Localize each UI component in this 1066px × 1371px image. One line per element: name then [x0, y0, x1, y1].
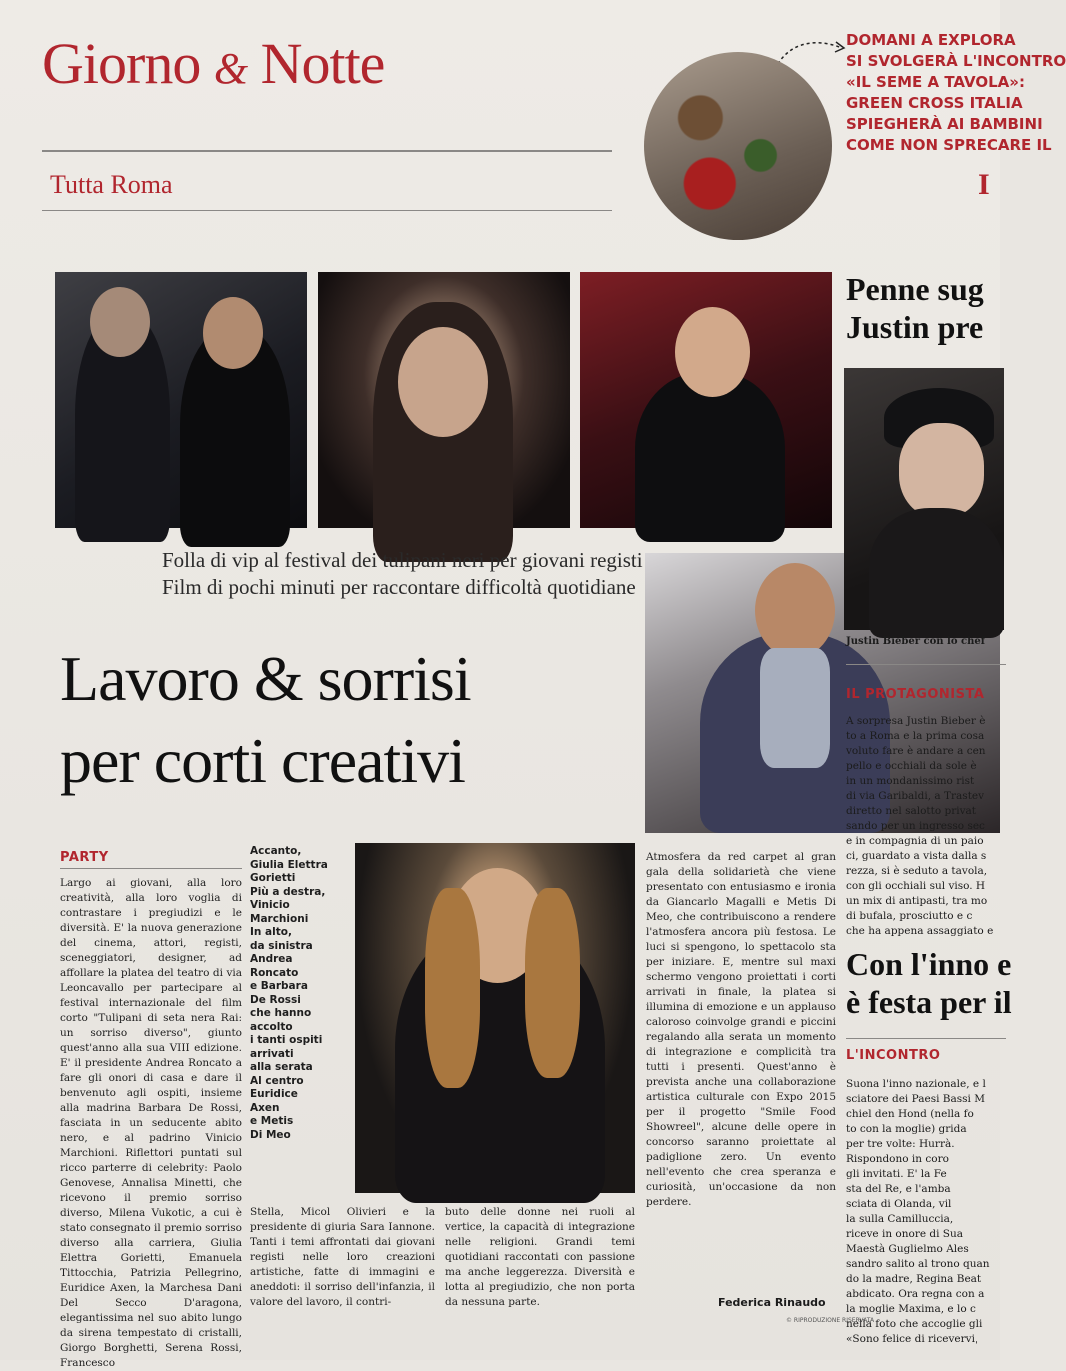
side-rule-2 [846, 1038, 1006, 1039]
side-text-line: sciatore dei Paesi Bassi M [846, 1093, 985, 1105]
side-text-line: to a Roma e la prima cosa [846, 730, 985, 742]
subhead-line: Film di pochi minuti per raccontare difficoltà quotidiane [162, 575, 636, 599]
side-text-line: di via Garibaldi, a Trastev [846, 790, 985, 802]
masthead-amp: & [213, 44, 248, 93]
caption-line: Al centro [250, 1074, 304, 1087]
headline-line: Lavoro & sorrisi [60, 643, 471, 714]
caption-line: da sinistra [250, 939, 313, 952]
caption-line: arrivati [250, 1047, 294, 1060]
caption-line: Gorietti [250, 872, 296, 884]
teaser-line: COME NON SPRECARE IL [846, 136, 1052, 154]
article-column-4: Atmosfera da red carpet al gran gala della solidarietà che viene presentato con entusiasmo e ironia da Giancarlo Magalli e Metis Di Meo, che contribuiscono a rendere l'atmosfera ancora più festosa. Le luci si spengono, lo spettacolo sta per iniziare. E, mentre sul maxi schermo vengono proiettati i corti arrivati in finale, la platea si illumina di emozione e un applauso caloroso coinvolge grandi e piccini regalando alla serata un momento di integrazione e complicità tra tutti i presenti. Quest'anno è prevista anche una collaborazione artistica culturale con Expo 2015 per il progetto "Smile Food Showreel", alcune delle opere in concorso saranno proiettate al padiglione zero. Un evento nell'evento che crea speranza e curiosità, un'occasione da non perdere. [646, 851, 836, 1208]
side-headline-line: Con l'inno e [846, 946, 1012, 982]
side-text-line: voluto fare è andare a cen [846, 745, 986, 757]
photo-guest-woman-2 [580, 272, 832, 528]
caption-line: Più a destra, [250, 885, 326, 898]
teaser-photo [644, 52, 832, 240]
teaser-line: SPIEGHERÀ AI BAMBINI [846, 115, 1043, 133]
side-text-line: Rispondono in coro [846, 1153, 949, 1165]
side-rule-1 [846, 664, 1006, 665]
kicker-party: PARTY [60, 850, 109, 865]
caption-line: accolto [250, 1020, 293, 1033]
photo-caption [250, 845, 350, 1142]
subhead-line: Folla di vip al festival dei tulipani neri per giovani registi [162, 548, 643, 572]
caption-line: In alto, [250, 926, 292, 938]
side-text-line: pello e occhiali da sole è [846, 760, 977, 772]
side-text-line: riceve in onore di Sua [846, 1228, 964, 1240]
article-column-2: Stella, Micol Olivieri e la presidente di giuria Sara Iannone. Tanti i temi affrontati dai giovani registi nelle loro creazioni artistiche, fatte di immagini e aneddoti: il sorriso dell'infanzia, il valore del lavoro, il contri- [250, 1206, 435, 1308]
article-column-1: Largo ai giovani, alla loro creatività, alla loro voglia di contrastare i pregiudizi e le diversità. E' la nuova generazione del cinema, attori, registi, sceneggiatori, designer, ad affollare la platea del teatro di via Leoncavallo per partecipare al festival internazionale del film corto "Tulipani di seta nera Rai: un sorriso diverso", giunto quest'anno alla sua VIII edizione. E' il presidente Andrea Roncato a fare gli onori di casa e dare il benvenuto agli ospiti, insieme alla madrina Barbara De Rossi, fasciata in un seducente abito nero, e al padrino Vinicio Marchioni. Riflettori puntati sul ricco parterre di celebrity: Paolo Genovese, Annalisa Minetti, che ricevono il premio sorriso diverso, Milena Vukotic, a cui è stato consegnato il premio sorriso diverso alla carriera, Giulia Elettra Gorietti, Emanuela Tittocchia, Patrizia Pellegrino, Euridice Axen, la Marchesa Dani Del Secco D'aragona, elegantissima nel suo abito lungo da sirena tempestato di cristalli, Giorgo Borghetti, Serena Rossi, Francesco [60, 877, 242, 1369]
kicker-protagonista: IL PROTAGONISTA [846, 687, 985, 702]
side-text-line: to con la moglie) grida [846, 1123, 967, 1135]
byline: Federica Rinaudo [718, 1296, 826, 1309]
masthead-rule [42, 150, 612, 152]
caption-line: e Barbara [250, 980, 308, 992]
side-text-line: nella foto che accoglie gli [846, 1318, 983, 1330]
caption-line: i tanti ospiti [250, 1034, 323, 1046]
kicker-incontro: L'INCONTRO [846, 1048, 941, 1063]
headline-line: per corti creativi [60, 725, 465, 796]
side-text-1 [846, 714, 1006, 939]
side-headline-2 [846, 945, 1012, 1021]
caption-line: e Metis [250, 1115, 294, 1127]
masthead-part2: Notte [260, 31, 385, 96]
side-text-line: un mix di antipasti, tra mo [846, 895, 988, 907]
masthead [42, 30, 384, 97]
caption-line: Accanto, [250, 845, 302, 857]
side-headline-line: Justin pre [846, 309, 984, 345]
side-text-line: «Sono felice di riceverviˌ [846, 1333, 978, 1345]
photo-roncato-derossi [55, 272, 307, 528]
side-text-line: Maestà Guglielmo Ales [846, 1243, 969, 1255]
rights-notice: © RIPRODUZIONE RISERVATA [786, 1317, 875, 1324]
side-text-line: che ha appena assaggiato e [846, 925, 994, 937]
side-headline-1 [846, 270, 984, 346]
section-tag: Tutta Roma [50, 170, 173, 199]
photo-guest-woman-1 [318, 272, 570, 528]
teaser-line: DOMANI A EXPLORA [846, 31, 1016, 49]
side-text-line: sta del Re, e l'amba [846, 1183, 951, 1195]
kicker-rule [60, 868, 242, 869]
side-text-line: Suona l'inno nazionale, e l [846, 1078, 986, 1090]
teaser-line: SI SVOLGERÀ L'INCONTRO [846, 52, 1066, 70]
masthead-part1: Giorno [42, 31, 201, 96]
side-text-line: di bufala, prosciutto e c [846, 910, 973, 922]
caption-line: Axen [250, 1101, 280, 1114]
section-rule [42, 210, 612, 211]
side-text-line: la sulla Camilluccia, [846, 1213, 954, 1225]
side-text-line: sciata di Olanda, vil [846, 1198, 952, 1210]
side-text-line: e in compagnia di un paio [846, 835, 984, 847]
side-text-line: ci, guardato a vista dalla s [846, 850, 987, 862]
side-text-line: diretto nel salotto privat [846, 805, 977, 817]
side-text-line: la moglie Maxima, e lo c [846, 1303, 976, 1315]
teaser-line: «IL SEME A TAVOLA»: [846, 73, 1025, 91]
caption-line: alla serata [250, 1061, 313, 1073]
photo-giulia-elettra-gorietti [355, 843, 635, 1193]
side-text-line: do la madre, Regina Beat [846, 1273, 982, 1285]
side-photo-caption: Justin Bieber con lo chef [846, 636, 986, 647]
caption-line: Euridice [250, 1088, 298, 1100]
caption-line: Marchioni [250, 912, 309, 925]
caption-line: Giulia Elettra [250, 858, 328, 871]
caption-line: che hanno [250, 1007, 312, 1019]
side-text-line: rezza, si è seduto a tavola, [846, 865, 988, 877]
side-text-2 [846, 1077, 1006, 1347]
caption-line: Di Meo [250, 1128, 291, 1141]
article-column-3: buto delle donne nei ruoli al vertice, la capacità di integrazione nelle religioni. Grandi temi quotidiani raccontati con passione ma anche leggerezza. Diversità e lotta al pregiudizio, che non porta da nessuna parte. [445, 1206, 635, 1308]
side-text-line: gli invitati. E' la Fe [846, 1168, 947, 1180]
photo-justin-bieber [844, 368, 1004, 630]
teaser-line: GREEN CROSS ITALIA [846, 94, 1023, 112]
side-text-line: con gli occhiali sul viso. H [846, 880, 986, 892]
caption-line: Roncato [250, 966, 299, 979]
caption-line: Vinicio [250, 899, 290, 911]
headline [60, 638, 471, 802]
side-text-line: abdicato. Ora regna con a [846, 1288, 985, 1300]
subheads [162, 547, 643, 601]
side-headline-line: Penne sug [846, 271, 984, 307]
side-headline-line: è festa per il [846, 984, 1012, 1020]
side-text-line: A sorpresa Justin Bieber è [846, 715, 986, 727]
side-text-line: sando per un ingresso sec [846, 820, 985, 832]
partial-logo: I [978, 168, 990, 201]
side-text-line: per tre volte: Hurrà. [846, 1138, 955, 1150]
caption-line: Andrea [250, 953, 293, 965]
teaser-text [846, 30, 1066, 156]
side-text-line: in un mondanissimo rist [846, 775, 975, 787]
caption-line: De Rossi [250, 993, 301, 1006]
side-text-line: sandro salito al trono quan [846, 1258, 990, 1270]
side-text-line: chiel den Hond (nella fo [846, 1108, 974, 1120]
